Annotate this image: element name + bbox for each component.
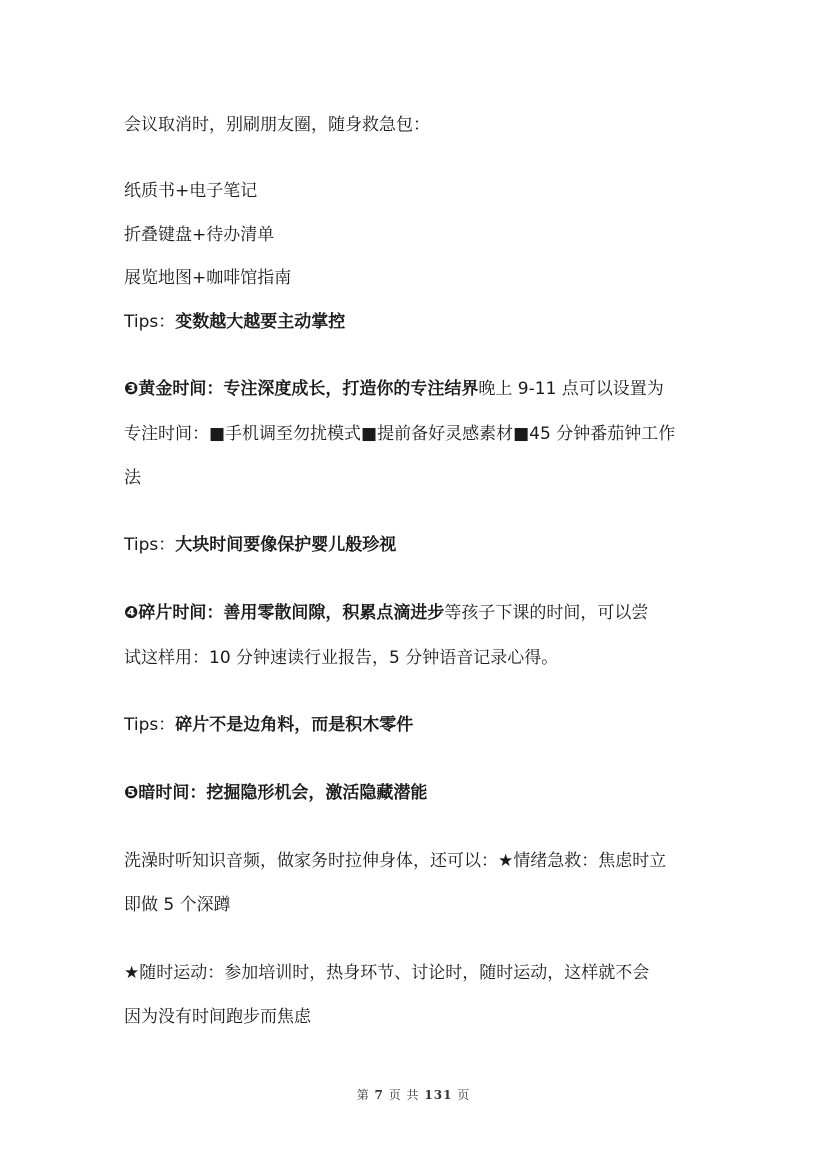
text-run: 即做 5 个深蹲 bbox=[124, 895, 231, 915]
tips-bold-text: 碎片不是边角料，而是积木零件 bbox=[175, 715, 414, 735]
text-run: ★随时运动：参加培训时，热身环节、讨论时，随时运动，这样就不会 bbox=[124, 963, 650, 983]
paragraph-line bbox=[124, 961, 714, 985]
tips-label: Tips： bbox=[124, 312, 176, 332]
footer-suffix: 页 bbox=[457, 1088, 471, 1102]
text-run: 展览地图+咖啡馆指南 bbox=[124, 268, 292, 288]
paragraph-line bbox=[124, 893, 714, 917]
section-heading: ❹碎片时间：善用零散间隙，积累点滴进步 bbox=[124, 603, 445, 623]
text-run: 等孩子下课的时间，可以尝 bbox=[444, 603, 649, 623]
paragraph-line bbox=[124, 113, 714, 137]
list-line bbox=[124, 266, 714, 290]
section-heading-line bbox=[124, 601, 714, 625]
tips-label: Tips： bbox=[124, 535, 176, 555]
section-heading-line bbox=[124, 781, 714, 805]
section-heading: ❺暗时间：挖掘隐形机会，激活隐藏潜能 bbox=[124, 783, 428, 803]
list-line bbox=[124, 223, 714, 247]
text-run: 折叠键盘+待办清单 bbox=[124, 225, 275, 245]
section-heading: ❸黄金时间：专注深度成长，打造你的专注结界 bbox=[124, 379, 479, 399]
tips-bold-text: 大块时间要像保护婴儿般珍视 bbox=[175, 535, 397, 555]
paragraph-line bbox=[124, 646, 714, 670]
text-run: 法 bbox=[124, 468, 141, 488]
paragraph-line bbox=[124, 466, 714, 490]
text-run: 会议取消时，别刷朋友圈，随身救急包： bbox=[124, 115, 430, 135]
text-run: 晚上 9-11 点可以设置为 bbox=[478, 379, 664, 399]
total-pages: 131 bbox=[424, 1088, 453, 1102]
footer-middle: 页 共 bbox=[388, 1088, 420, 1102]
text-run: 试这样用：10 分钟速读行业报告，5 分钟语音记录心得。 bbox=[124, 648, 559, 668]
tips-bold-text: 变数越大越要主动掌控 bbox=[175, 312, 346, 332]
paragraph-line bbox=[124, 1005, 714, 1029]
tips-line bbox=[124, 533, 714, 557]
paragraph-line bbox=[124, 422, 714, 446]
text-run: 纸质书+电子笔记 bbox=[124, 181, 258, 201]
text-run: 因为没有时间跑步而焦虑 bbox=[124, 1007, 311, 1027]
page-number: 7 bbox=[374, 1088, 384, 1102]
text-run: 专注时间：■手机调至勿扰模式■提前备好灵感素材■45 分钟番茄钟工作 bbox=[124, 424, 676, 444]
tips-line bbox=[124, 310, 714, 334]
footer-prefix: 第 bbox=[356, 1088, 370, 1102]
tips-line bbox=[124, 713, 714, 737]
list-line bbox=[124, 179, 714, 203]
tips-label: Tips： bbox=[124, 715, 176, 735]
paragraph-line bbox=[124, 849, 714, 873]
page-footer bbox=[0, 1086, 827, 1103]
text-run: 洗澡时听知识音频，做家务时拉伸身体，还可以：★情绪急救：焦虑时立 bbox=[124, 851, 667, 871]
section-heading-line bbox=[124, 377, 714, 401]
